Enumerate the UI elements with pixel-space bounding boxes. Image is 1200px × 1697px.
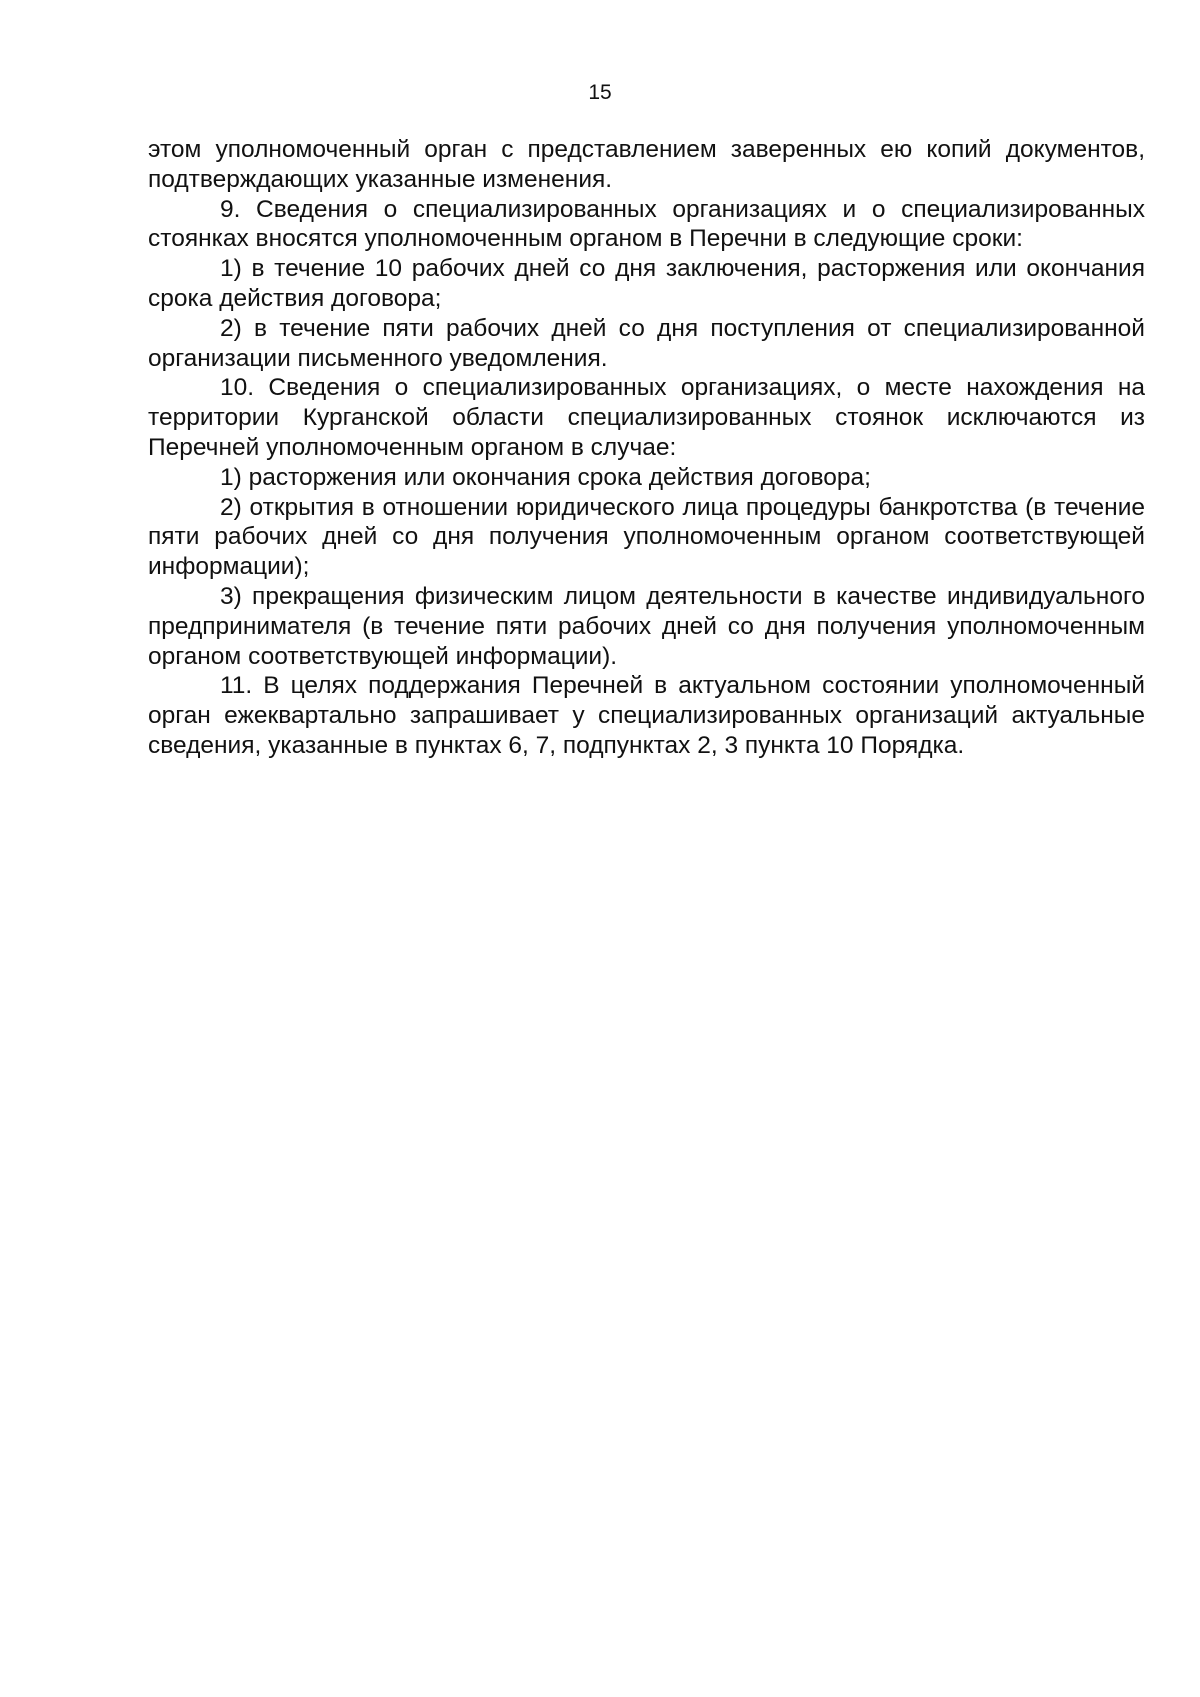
- paragraph-item-11: 11. В целях поддержания Перечней в актуальном состоянии уполномоченный орган ежеквартально запрашивает у специализированных организаций актуальные сведения, указанные в пунктах 6, 7, подпунктах 2, 3 пункта 10 Порядка.: [148, 672, 1145, 759]
- paragraph-item-9: 9. Сведения о специализированных организациях и о специализированных стоянках вносятся уполномоченным органом в Перечни в следующие сроки:: [148, 195, 1145, 253]
- paragraph-item-10-1: 1) расторжения или окончания срока действия договора;: [220, 463, 871, 491]
- paragraph-item-10-2: 2) открытия в отношении юридического лица процедуры банкротства (в течение пяти рабочих дней со дня получения уполномоченным органом соответствующей информации);: [148, 493, 1145, 581]
- paragraph-item-10-3: 3) прекращения физическим лицом деятельности в качестве индивидуального предпринимателя (в течение пяти рабочих дней со дня получения уполномоченным органом соответствующей информации).: [148, 582, 1145, 670]
- paragraph-item-9-1: 1) в течение 10 рабочих дней со дня заключения, расторжения или окончания срока действия договора;: [148, 255, 1145, 312]
- page-number: 15: [588, 81, 612, 104]
- paragraph-continuation: этом уполномоченный орган с представлением заверенных ею копий документов, подтверждающих указанные изменения.: [148, 136, 1145, 193]
- document-body: [148, 135, 1145, 761]
- paragraph-item-10: 10. Сведения о специализированных организациях, о месте нахождения на территории Курганской области специализированных стоянок исключаются из Перечней уполномоченным органом в случае:: [148, 374, 1145, 461]
- paragraph-item-9-2: 2) в течение пяти рабочих дней со дня поступления от специализированной организации письменного уведомления.: [148, 314, 1145, 372]
